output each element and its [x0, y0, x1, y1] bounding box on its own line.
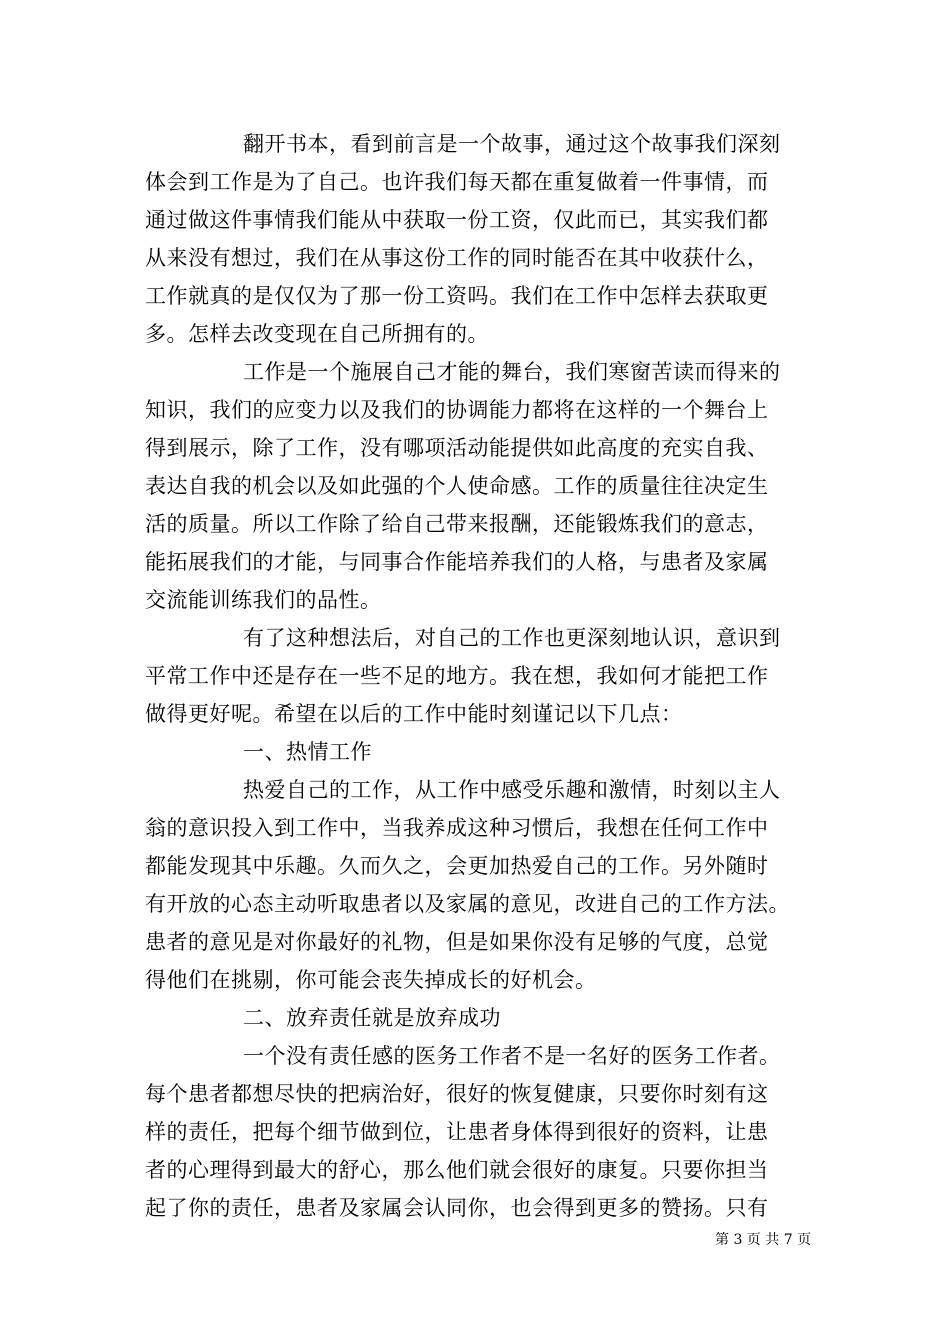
paragraph-5-line-3: 样的责任，把每个细节做到位，让患者身体得到很好的资料，让患: [145, 1120, 769, 1144]
paragraph-5-line-5: 起了你的责任，患者及家属会认同你，也会得到更多的赞扬。只有: [145, 1196, 769, 1220]
paragraph-1-line-4: 从来没有想过，我们在从事这份工作的同时能否在其中收获什么，: [145, 246, 769, 270]
paragraph-4-line-5: 患者的意见是对你最好的礼物，但是如果你没有足够的气度，总觉: [145, 930, 769, 954]
paragraph-4-line-2: 翁的意识投入到工作中，当我养成这种习惯后，我想在任何工作中: [145, 816, 769, 840]
paragraph-1-line-6: 多。怎样去改变现在自己所拥有的。: [145, 322, 489, 346]
paragraph-3-line-3: 做得更好呢。希望在以后的工作中能时刻谨记以下几点：: [145, 702, 683, 726]
paragraph-1-line-2: 体会到工作是为了自己。也许我们每天都在重复做着一件事情，而: [145, 170, 769, 194]
paragraph-4-line-1: 热爱自己的工作，从工作中感受乐趣和激情，时刻以主人: [243, 778, 781, 802]
paragraph-5-line-4: 者的心理得到最大的舒心，那么他们就会很好的康复。只要你担当: [145, 1158, 769, 1182]
paragraph-3-line-2: 平常工作中还是存在一些不足的地方。我在想，我如何才能把工作: [145, 664, 769, 688]
section-heading-1: 一、热情工作: [243, 740, 372, 764]
paragraph-2-line-6: 能拓展我们的才能，与同事合作能培养我们的人格，与患者及家属: [145, 550, 769, 574]
paragraph-1-line-5: 工作就真的是仅仅为了那一份工资吗。我们在工作中怎样去获取更: [145, 284, 769, 308]
paragraph-2-line-5: 活的质量。所以工作除了给自己带来报酬，还能锻炼我们的意志，: [145, 512, 769, 536]
page-number-footer: 第 3 页 共 7 页: [715, 1232, 812, 1248]
paragraph-4-line-3: 都能发现其中乐趣。久而久之，会更加热爱自己的工作。另外随时: [145, 854, 769, 878]
section-heading-2: 二、放弃责任就是放弃成功: [243, 1006, 501, 1030]
paragraph-3-line-1: 有了这种想法后，对自己的工作也更深刻地认识，意识到: [243, 626, 781, 650]
paragraph-4-line-4: 有开放的心态主动听取患者以及家属的意见，改进自己的工作方法。: [145, 892, 790, 916]
paragraph-5-line-1: 一个没有责任感的医务工作者不是一名好的医务工作者。: [243, 1044, 781, 1068]
paragraph-2-line-4: 表达自我的机会以及如此强的个人使命感。工作的质量往往决定生: [145, 474, 769, 498]
paragraph-5-line-2: 每个患者都想尽快的把病治好，很好的恢复健康，只要你时刻有这: [145, 1082, 769, 1106]
paragraph-2-line-2: 知识，我们的应变力以及我们的协调能力都将在这样的一个舞台上: [145, 398, 769, 422]
paragraph-4-line-6: 得他们在挑剔，你可能会丧失掉成长的好机会。: [145, 968, 597, 992]
paragraph-1-line-3: 通过做这件事情我们能从中获取一份工资，仅此而已，其实我们都: [145, 208, 769, 232]
paragraph-2-line-1: 工作是一个施展自己才能的舞台，我们寒窗苦读而得来的: [243, 360, 781, 384]
paragraph-1-line-1: 翻开书本，看到前言是一个故事，通过这个故事我们深刻: [243, 132, 781, 156]
paragraph-2-line-7: 交流能训练我们的品性。: [145, 588, 382, 612]
paragraph-2-line-3: 得到展示，除了工作，没有哪项活动能提供如此高度的充实自我、: [145, 436, 769, 460]
